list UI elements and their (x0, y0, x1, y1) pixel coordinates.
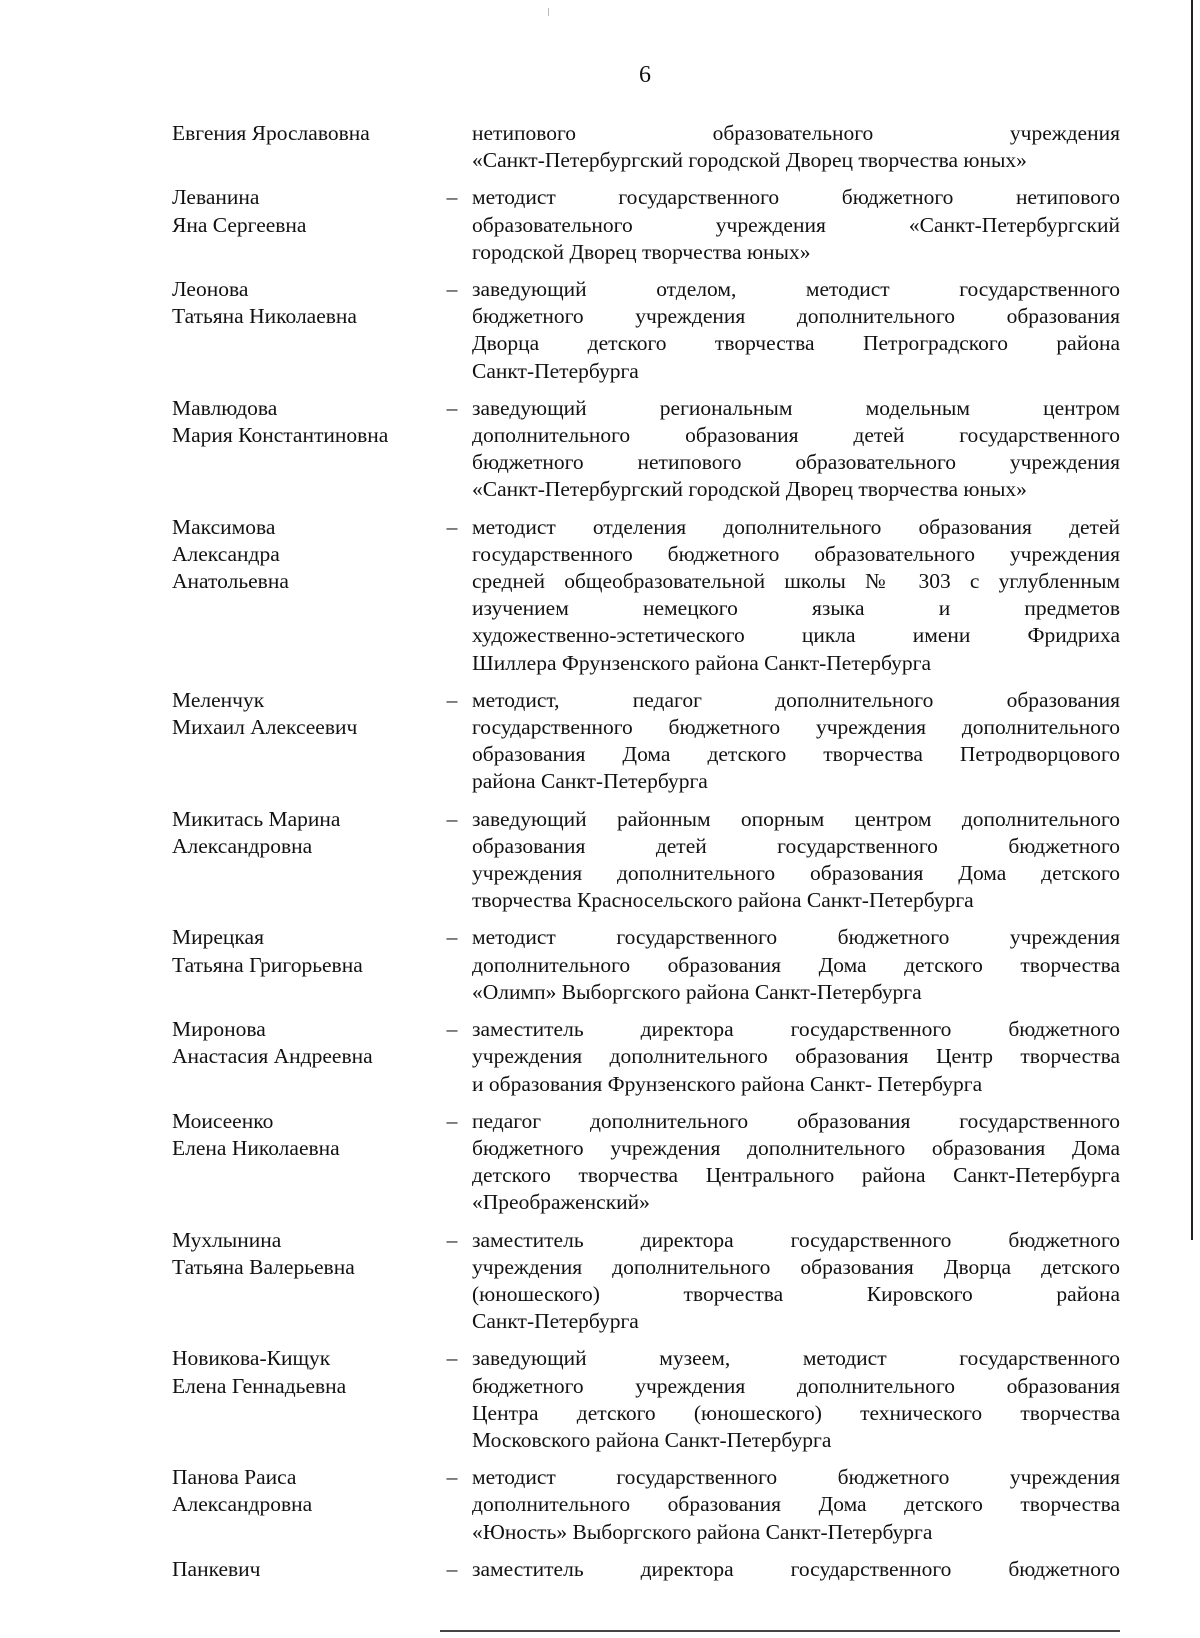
dash-separator: – (446, 185, 458, 210)
dash-separator: – (446, 1108, 458, 1133)
person-name: Моисеенко Елена Николаевна (172, 1108, 340, 1160)
scan-bottom-line (440, 1630, 1120, 1632)
list-item (172, 395, 1124, 504)
position-description (472, 1464, 1120, 1546)
person-list (172, 120, 1124, 1583)
description-line: изучением немецкого языка и предметов (472, 596, 1120, 621)
description-line: «Санкт-Петербургский городской Дворец творчества юных» (472, 148, 1027, 173)
description-line: методист отделения дополнительного образования детей (472, 514, 1120, 539)
description-line: заведующий региональным модельным центром (472, 395, 1120, 420)
position-description (472, 806, 1120, 915)
description-line: дополнительного образования Дома детского творчества (472, 1492, 1120, 1517)
dash-separator: – (446, 925, 458, 950)
description-line: методист государственного бюджетного учреждения (472, 925, 1120, 950)
description-line: образования детей государственного бюджетного (472, 833, 1120, 858)
position-description (472, 120, 1120, 174)
list-item (172, 924, 1124, 1006)
description-line: образовательного учреждения «Санкт-Петербургский (472, 212, 1120, 237)
description-line: (юношеского) творчества Кировского района (472, 1281, 1120, 1306)
list-item (172, 1464, 1124, 1546)
person-name: Леванина Яна Сергеевна (172, 185, 307, 237)
description-line: Центра детского (юношеского) технического творчества (472, 1400, 1120, 1425)
description-line: бюджетного нетипового образовательного учреждения (472, 450, 1120, 475)
person-name: Миронова Анастасия Андреевна (172, 1017, 373, 1069)
description-line: бюджетного учреждения дополнительного образования (472, 304, 1120, 329)
description-line: средней общеобразовательной школы № 303 с углубленным (472, 569, 1120, 594)
position-description (472, 1108, 1120, 1217)
list-item (172, 1108, 1124, 1217)
description-line: бюджетного учреждения дополнительного образования Дома (472, 1135, 1120, 1160)
dash-separator: – (446, 1017, 458, 1042)
description-line: художественно-эстетического цикла имени Фридриха (472, 623, 1120, 648)
description-line: дополнительного образования детей государственного (472, 423, 1120, 448)
description-line: и образования Фрунзенского района Санкт- Петербурга (472, 1071, 983, 1096)
scan-mark (548, 8, 549, 16)
person-name: Максимова Александра Анатольевна (172, 514, 289, 594)
description-line: заведующий музеем, методист государственного (472, 1346, 1120, 1371)
list-item (172, 687, 1124, 796)
description-line: «Юность» Выборгского района Санкт-Петербурга (472, 1519, 933, 1544)
person-name: Панкевич (172, 1556, 261, 1581)
person-name: Панова Раиса Александровна (172, 1465, 313, 1517)
description-line: государственного бюджетного образовательного учреждения (472, 541, 1120, 566)
description-line: учреждения дополнительного образования Дома детского (472, 861, 1120, 886)
description-line: детского творчества Центрального района Санкт-Петербурга (472, 1163, 1120, 1188)
description-line: заместитель директора государственного бюджетного (472, 1556, 1120, 1581)
description-line: «Санкт-Петербургский городской Дворец творчества юных» (472, 477, 1027, 502)
position-description (472, 1016, 1120, 1098)
person-name: Мавлюдова Мария Константиновна (172, 395, 389, 448)
person-name: Мирецкая Татьяна Григорьевна (172, 925, 363, 977)
list-item (172, 1345, 1124, 1454)
scan-edge-line (1191, 0, 1193, 1240)
description-line: заместитель директора государственного бюджетного (472, 1017, 1120, 1042)
description-line: педагог дополнительного образования государственного (472, 1108, 1120, 1133)
page-number: 6 (639, 62, 651, 88)
description-line: методист государственного бюджетного учреждения (472, 1465, 1120, 1490)
description-line: творчества Красносельского района Санкт-Петербурга (472, 888, 974, 913)
dash-separator: – (446, 1465, 458, 1490)
list-item (172, 276, 1124, 385)
description-line: «Преображенский» (472, 1190, 650, 1215)
dash-separator: – (446, 1227, 458, 1252)
dash-separator: – (446, 277, 458, 302)
description-line: городской Дворец творчества юных» (472, 239, 811, 264)
list-item (172, 1016, 1124, 1098)
dash-separator: – (446, 395, 458, 420)
description-line: «Олимп» Выборгского района Санкт-Петербурга (472, 979, 922, 1004)
description-line: методист государственного бюджетного нетипового (472, 185, 1120, 210)
position-description (472, 687, 1120, 796)
position-description (472, 395, 1120, 504)
list-item (172, 1227, 1124, 1336)
list-item (172, 184, 1124, 266)
dash-separator: – (446, 806, 458, 831)
position-description (472, 276, 1120, 385)
dash-separator: – (446, 687, 458, 712)
description-line: бюджетного учреждения дополнительного образования (472, 1373, 1120, 1398)
person-name: Микитась Марина Александровна (172, 806, 341, 858)
position-description (472, 924, 1120, 1006)
description-line: Московского района Санкт-Петербурга (472, 1427, 832, 1452)
description-line: учреждения дополнительного образования Центр творчества (472, 1044, 1120, 1069)
list-item (172, 1556, 1124, 1583)
person-name: Новикова-Кищук Елена Геннадьевна (172, 1346, 347, 1398)
description-line: Санкт-Петербурга (472, 358, 639, 383)
description-line: заведующий районным опорным центром дополнительного (472, 806, 1120, 831)
list-item (172, 514, 1124, 677)
description-line: Дворца детского творчества Петроградского района (472, 331, 1120, 356)
description-line: Шиллера Фрунзенского района Санкт-Петербурга (472, 650, 931, 675)
description-line: образования Дома детского творчества Петродворцового (472, 742, 1120, 767)
dash-separator: – (446, 1346, 458, 1371)
position-description (472, 1556, 1120, 1583)
description-line: района Санкт-Петербурга (472, 769, 708, 794)
description-line: учреждения дополнительного образования Дворца детского (472, 1254, 1120, 1279)
description-line: дополнительного образования Дома детского творчества (472, 952, 1120, 977)
dash-separator: – (446, 514, 458, 539)
person-name: Евгения Ярославовна (172, 121, 370, 145)
person-name: Меленчук Михаил Алексеевич (172, 687, 358, 740)
position-description (472, 1227, 1120, 1336)
position-description (472, 1345, 1120, 1454)
position-description (472, 184, 1120, 266)
description-line: заведующий отделом, методист государственного (472, 277, 1120, 302)
description-line: нетипового образовательного учреждения (472, 121, 1120, 145)
dash-separator: – (446, 1556, 458, 1581)
description-line: методист, педагог дополнительного образования (472, 687, 1120, 712)
list-item (172, 120, 1124, 174)
description-line: государственного бюджетного учреждения дополнительного (472, 715, 1120, 740)
list-item (172, 806, 1124, 915)
position-description (472, 514, 1120, 677)
person-name: Леонова Татьяна Николаевна (172, 277, 357, 329)
person-name: Мухлынина Татьяна Валерьевна (172, 1227, 355, 1279)
description-line: Санкт-Петербурга (472, 1309, 639, 1334)
description-line: заместитель директора государственного бюджетного (472, 1227, 1120, 1252)
